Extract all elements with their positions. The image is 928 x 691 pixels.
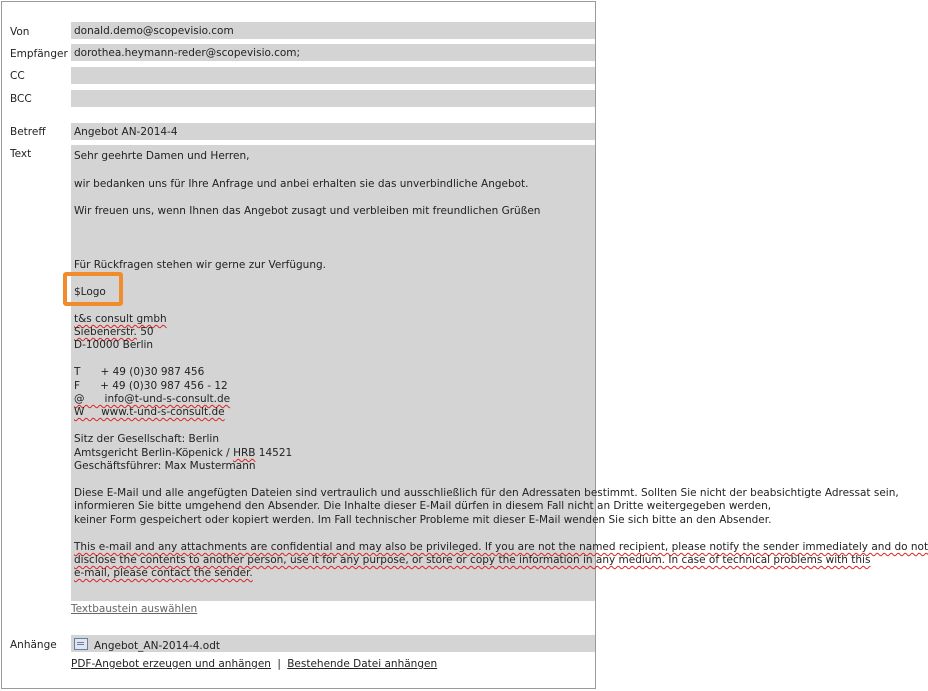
disclaimer-en-1: This e-mail and any attachments are confidential and may also be privileged. If you are not the named recipient, please notify the sender immediately and do not xyxy=(74,541,928,553)
sig-tel: T + 49 (0)30 987 456 xyxy=(74,366,205,378)
body-greeting: Sehr geehrte Damen und Herren, xyxy=(74,150,250,162)
label-bcc: BCC xyxy=(10,93,32,105)
logo-highlight-frame xyxy=(63,272,123,306)
sig-gf: Geschäftsführer: Max Mustermann xyxy=(74,460,256,472)
sig-fax: F + 49 (0)30 987 456 - 12 xyxy=(74,380,228,392)
label-betreff: Betreff xyxy=(10,126,46,138)
disclaimer-de-3: keiner Form gespeichert oder kopiert werden. Im Fall technischer Probleme mit dieser E-Mail wenden Sie sich bitte an den Absender. xyxy=(74,514,772,526)
email-compose-form xyxy=(1,1,928,689)
cc-field[interactable] xyxy=(71,67,595,84)
body-para3: Für Rückfragen stehen wir gerne zur Verfügung. xyxy=(74,259,326,271)
sig-mail: @ info@t-und-s-consult.de xyxy=(74,393,231,405)
from-field[interactable]: donald.demo@scopevisio.com xyxy=(71,22,595,39)
subject-field[interactable]: Angebot AN-2014-4 xyxy=(71,123,595,140)
attachment-row[interactable] xyxy=(71,635,595,652)
message-body-editor[interactable] xyxy=(71,145,928,601)
disclaimer-en-3: e-mail, please contact the sender. xyxy=(74,567,253,579)
sig-street: Siebenerstr. 50 xyxy=(74,326,154,338)
body-para2: Wir freuen uns, wenn Ihnen das Angebot zusagt und verbleiben mit freundlichen Grüßen xyxy=(74,205,541,217)
attachment-filename[interactable]: Angebot_AN-2014-4.odt xyxy=(94,640,220,652)
select-text-module-link[interactable]: Textbaustein auswählen xyxy=(71,603,198,615)
label-text: Text xyxy=(10,148,32,160)
link-separator: | xyxy=(277,658,281,670)
sig-company: t&s consult gmbh xyxy=(74,313,167,325)
sig-sitz: Sitz der Gesellschaft: Berlin xyxy=(74,433,219,445)
bcc-field[interactable] xyxy=(71,90,595,107)
label-cc: CC xyxy=(10,70,25,82)
body-para1: wir bedanken uns für Ihre Anfrage und anbei erhalten sie das unverbindliche Angebot. xyxy=(74,178,529,190)
attach-existing-file-link[interactable]: Bestehende Datei anhängen xyxy=(287,658,438,670)
sig-web: W www.t-und-s-consult.de xyxy=(74,406,225,418)
disclaimer-en-2: disclose the contents to another person, use it for any purpose, or store or copy the information in any medium. In case of technical problems with this xyxy=(74,554,871,566)
label-empfaenger: Empfänger xyxy=(10,48,68,60)
label-von: Von xyxy=(10,26,30,38)
recipient-field[interactable]: dorothea.heymann-reder@scopevisio.com; xyxy=(71,44,595,61)
sig-amtsgericht: Amtsgericht Berlin-Köpenick / HRB 14521 xyxy=(74,447,293,459)
document-icon xyxy=(74,638,88,650)
logo-placeholder: $Logo xyxy=(74,286,106,298)
sig-city: D-10000 Berlin xyxy=(74,339,154,351)
label-anhaenge: Anhänge xyxy=(10,639,57,651)
generate-pdf-link[interactable]: PDF-Angebot erzeugen und anhängen xyxy=(71,658,271,670)
attachment-actions xyxy=(71,658,437,670)
disclaimer-de-1: Diese E-Mail und alle angefügten Dateien sind vertraulich und ausschließlich für den Adressaten bestimmt. Sollten Sie nicht der beabsichtigte Adressat sein, xyxy=(74,487,899,499)
disclaimer-de-2: informieren Sie bitte umgehend den Absender. Die Inhalte dieser E-Mail dürfen in diesem Fall nicht an Dritte weitergegeben werden, xyxy=(74,500,772,512)
